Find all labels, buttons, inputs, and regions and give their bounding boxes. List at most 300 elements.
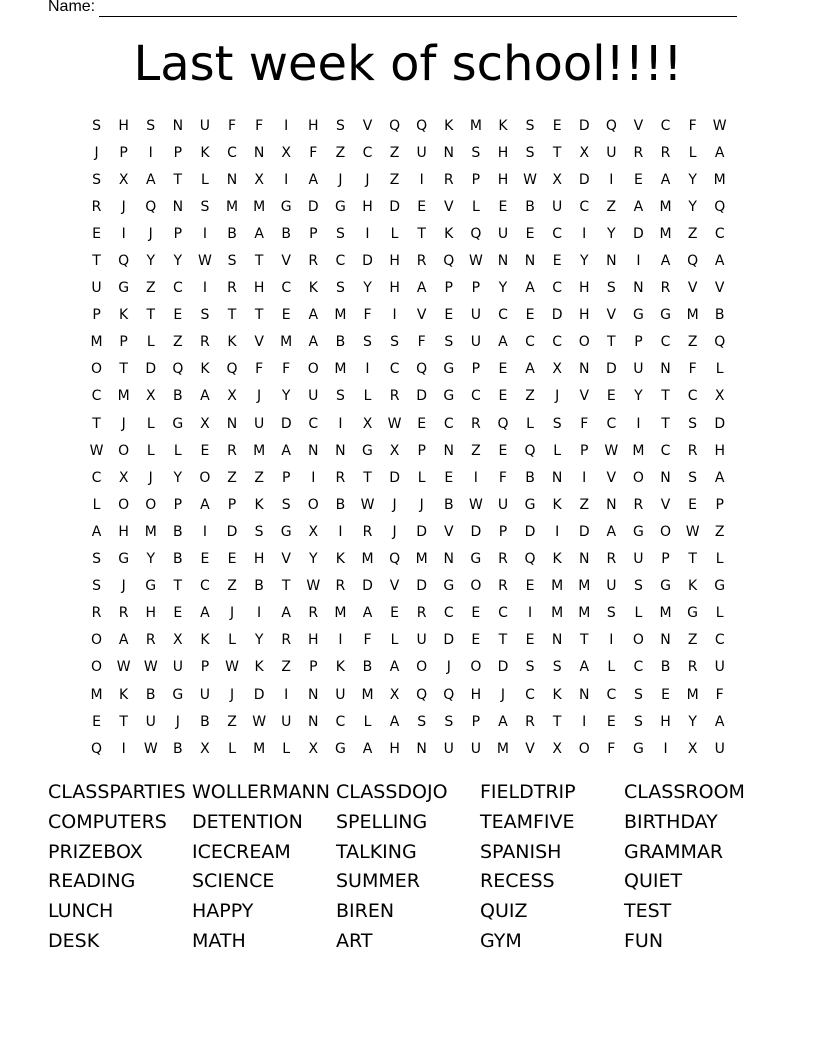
grid-letter[interactable]: Y [146, 551, 156, 568]
grid-letter[interactable]: W [360, 496, 375, 513]
grid-letter[interactable]: D [578, 171, 590, 188]
grid-letter[interactable]: O [632, 632, 644, 649]
grid-letter[interactable]: L [417, 469, 426, 486]
grid-letter[interactable]: Y [363, 280, 372, 297]
grid-letter[interactable]: G [524, 496, 536, 513]
grid-letter[interactable]: M [253, 442, 266, 459]
grid-letter[interactable]: L [146, 334, 155, 351]
grid-letter[interactable]: T [607, 334, 616, 351]
grid-letter[interactable]: B [281, 225, 291, 242]
grid-letter[interactable]: E [525, 632, 535, 649]
grid-letter[interactable]: O [632, 469, 644, 486]
grid-letter[interactable]: S [92, 551, 101, 568]
grid-letter[interactable]: T [688, 551, 697, 568]
grid-letter[interactable]: I [555, 523, 560, 540]
grid-letter[interactable]: X [200, 415, 210, 432]
grid-letter[interactable]: C [714, 225, 725, 242]
grid-letter[interactable]: G [660, 307, 671, 324]
grid-letter[interactable]: C [200, 578, 210, 595]
grid-letter[interactable]: F [255, 117, 264, 134]
grid-letter[interactable]: R [308, 605, 319, 622]
grid-letter[interactable]: H [389, 280, 400, 297]
grid-letter[interactable]: D [605, 361, 617, 378]
grid-letter[interactable]: S [688, 415, 698, 432]
grid-letter[interactable]: L [390, 225, 399, 242]
grid-letter[interactable]: U [714, 659, 725, 676]
grid-letter[interactable]: S [335, 225, 345, 242]
grid-letter[interactable]: K [200, 144, 210, 161]
grid-letter[interactable]: I [473, 469, 478, 486]
grid-letter[interactable]: E [200, 442, 210, 459]
grid-letter[interactable]: V [633, 117, 644, 134]
grid-letter[interactable]: X [254, 171, 264, 188]
grid-letter[interactable]: U [145, 713, 156, 730]
grid-letter[interactable]: L [173, 442, 182, 459]
grid-letter[interactable]: I [663, 740, 668, 757]
grid-letter[interactable]: L [471, 198, 480, 215]
grid-letter[interactable]: E [200, 551, 210, 568]
grid-letter[interactable]: R [498, 578, 508, 595]
grid-letter[interactable]: E [606, 713, 616, 730]
grid-letter[interactable]: D [416, 388, 428, 405]
grid-letter[interactable]: R [525, 713, 535, 730]
grid-letter[interactable]: S [633, 686, 643, 703]
grid-letter[interactable]: E [552, 253, 562, 270]
grid-letter[interactable]: M [361, 551, 374, 568]
grid-letter[interactable]: O [91, 632, 103, 649]
grid-letter[interactable]: Y [173, 253, 183, 270]
grid-letter[interactable]: B [173, 740, 183, 757]
grid-letter[interactable]: Y [688, 713, 697, 730]
grid-letter[interactable]: A [91, 523, 102, 540]
grid-letter[interactable]: J [121, 415, 126, 432]
grid-letter[interactable]: L [92, 496, 101, 513]
grid-letter[interactable]: R [118, 605, 129, 622]
grid-letter[interactable]: P [634, 334, 643, 351]
grid-letter[interactable]: P [444, 280, 453, 297]
grid-letter[interactable]: B [173, 551, 183, 568]
grid-letter[interactable]: K [498, 117, 508, 134]
grid-letter[interactable]: V [443, 523, 454, 540]
grid-letter[interactable]: T [363, 469, 372, 486]
grid-letter[interactable]: D [416, 523, 428, 540]
grid-letter[interactable]: P [715, 496, 724, 513]
grid-letter[interactable]: B [525, 198, 535, 215]
grid-letter[interactable]: K [200, 361, 210, 378]
grid-letter[interactable]: B [660, 659, 671, 676]
grid-letter[interactable]: S [200, 198, 210, 215]
grid-letter[interactable]: W [198, 253, 212, 270]
grid-letter[interactable]: R [416, 253, 427, 270]
grid-letter[interactable]: W [252, 713, 267, 730]
grid-letter[interactable]: K [308, 280, 318, 297]
grid-letter[interactable]: N [551, 632, 563, 649]
grid-letter[interactable]: A [200, 496, 210, 513]
grid-letter[interactable]: H [578, 307, 590, 324]
grid-letter[interactable]: X [118, 469, 129, 486]
grid-letter[interactable]: M [334, 307, 347, 324]
grid-letter[interactable]: I [419, 171, 424, 188]
grid-letter[interactable]: X [552, 740, 562, 757]
grid-letter[interactable]: A [254, 225, 264, 242]
grid-letter[interactable]: S [363, 334, 372, 351]
grid-letter[interactable]: E [498, 198, 508, 215]
grid-letter[interactable]: K [335, 659, 345, 676]
grid-letter[interactable]: F [255, 361, 264, 378]
grid-letter[interactable]: H [389, 253, 400, 270]
grid-letter[interactable]: M [334, 605, 347, 622]
grid-letter[interactable]: E [444, 307, 454, 324]
grid-letter[interactable]: M [90, 334, 103, 351]
grid-letter[interactable]: U [199, 117, 211, 134]
grid-letter[interactable]: C [389, 361, 400, 378]
grid-letter[interactable]: B [200, 713, 210, 730]
grid-letter[interactable]: V [254, 334, 264, 351]
grid-letter[interactable]: U [172, 659, 183, 676]
grid-letter[interactable]: A [606, 523, 617, 540]
grid-letter[interactable]: I [257, 605, 262, 622]
grid-letter[interactable]: W [604, 442, 619, 459]
grid-letter[interactable]: G [118, 280, 130, 297]
grid-letter[interactable]: Y [579, 253, 589, 270]
grid-letter[interactable]: S [92, 171, 101, 188]
grid-letter[interactable]: V [443, 198, 454, 215]
grid-letter[interactable]: B [362, 659, 373, 676]
grid-letter[interactable]: R [633, 496, 644, 513]
grid-letter[interactable]: C [498, 307, 508, 324]
grid-letter[interactable]: O [118, 442, 130, 459]
grid-letter[interactable]: V [606, 469, 617, 486]
grid-letter[interactable]: H [145, 605, 156, 622]
grid-letter[interactable]: R [227, 442, 237, 459]
grid-letter[interactable]: J [175, 713, 180, 730]
grid-letter[interactable]: S [200, 307, 210, 324]
grid-letter[interactable]: L [146, 442, 155, 459]
grid-letter[interactable]: L [390, 632, 399, 649]
grid-letter[interactable]: O [578, 334, 590, 351]
grid-letter[interactable]: V [714, 280, 725, 297]
grid-letter[interactable]: B [254, 578, 264, 595]
grid-letter[interactable]: P [173, 225, 183, 242]
grid-letter[interactable]: A [389, 659, 400, 676]
grid-letter[interactable]: L [526, 415, 534, 432]
grid-letter[interactable]: P [471, 280, 481, 297]
grid-letter[interactable]: M [551, 578, 564, 595]
grid-letter[interactable]: E [606, 388, 616, 405]
grid-letter[interactable]: C [687, 388, 698, 405]
grid-letter[interactable]: G [443, 361, 455, 378]
grid-letter[interactable]: X [389, 686, 400, 703]
grid-letter[interactable]: U [281, 713, 292, 730]
grid-letter[interactable]: P [471, 171, 481, 188]
grid-letter[interactable]: C [281, 280, 292, 297]
grid-letter[interactable]: A [281, 605, 291, 622]
grid-letter[interactable]: K [444, 117, 454, 134]
grid-letter[interactable]: G [470, 551, 482, 568]
grid-letter[interactable]: U [91, 280, 102, 297]
grid-letter[interactable]: S [335, 280, 345, 297]
grid-letter[interactable]: E [498, 442, 508, 459]
grid-letter[interactable]: Y [309, 551, 318, 568]
grid-letter[interactable]: C [660, 117, 671, 134]
grid-letter[interactable]: G [334, 740, 346, 757]
grid-letter[interactable]: B [173, 388, 183, 405]
grid-letter[interactable]: L [363, 713, 372, 730]
grid-letter[interactable]: W [468, 496, 483, 513]
grid-letter[interactable]: F [607, 740, 616, 757]
grid-letter[interactable]: Q [470, 225, 482, 242]
grid-letter[interactable]: S [471, 144, 481, 161]
grid-letter[interactable]: S [335, 117, 345, 134]
grid-letter[interactable]: X [227, 388, 237, 405]
grid-letter[interactable]: Z [281, 659, 291, 676]
grid-letter[interactable]: W [143, 740, 158, 757]
grid-letter[interactable]: A [633, 198, 644, 215]
grid-letter[interactable]: R [91, 605, 102, 622]
grid-letter[interactable]: R [335, 578, 346, 595]
grid-letter[interactable]: Q [605, 117, 617, 134]
grid-letter[interactable]: J [500, 686, 506, 703]
grid-letter[interactable]: A [362, 740, 373, 757]
name-underline[interactable] [99, 2, 737, 17]
grid-letter[interactable]: A [416, 280, 427, 297]
grid-letter[interactable]: K [254, 496, 264, 513]
grid-letter[interactable]: X [281, 144, 291, 161]
grid-letter[interactable]: C [443, 415, 454, 432]
grid-letter[interactable]: D [578, 117, 590, 134]
grid-letter[interactable]: I [338, 523, 343, 540]
grid-letter[interactable]: L [228, 632, 236, 649]
grid-letter[interactable]: S [281, 496, 291, 513]
grid-letter[interactable]: A [498, 334, 508, 351]
grid-letter[interactable]: U [552, 198, 563, 215]
grid-letter[interactable]: G [632, 523, 644, 540]
grid-letter[interactable]: U [470, 334, 481, 351]
grid-letter[interactable]: V [281, 253, 291, 270]
grid-letter[interactable]: N [551, 469, 563, 486]
grid-letter[interactable]: E [227, 551, 237, 568]
grid-letter[interactable]: B [335, 496, 346, 513]
grid-letter[interactable]: P [471, 361, 481, 378]
grid-letter[interactable]: I [582, 225, 587, 242]
grid-letter[interactable]: C [606, 415, 617, 432]
grid-letter[interactable]: D [578, 523, 590, 540]
grid-letter[interactable]: H [470, 686, 482, 703]
grid-letter[interactable]: G [334, 198, 346, 215]
grid-letter[interactable]: H [660, 713, 671, 730]
grid-letter[interactable]: W [225, 659, 239, 676]
grid-letter[interactable]: J [419, 496, 424, 513]
grid-letter[interactable]: L [201, 171, 209, 188]
grid-letter[interactable]: T [254, 307, 264, 324]
grid-letter[interactable]: C [552, 280, 563, 297]
grid-letter[interactable]: Q [118, 253, 130, 270]
grid-letter[interactable]: A [660, 253, 671, 270]
grid-letter[interactable]: F [309, 144, 318, 161]
grid-letter[interactable]: E [471, 605, 481, 622]
grid-letter[interactable]: D [551, 307, 563, 324]
grid-letter[interactable]: A [525, 361, 535, 378]
grid-letter[interactable]: R [281, 632, 292, 649]
grid-letter[interactable]: O [578, 740, 590, 757]
grid-letter[interactable]: K [552, 686, 562, 703]
grid-letter[interactable]: F [498, 469, 507, 486]
grid-letter[interactable]: Z [145, 280, 156, 297]
grid-letter[interactable]: P [580, 442, 589, 459]
grid-letter[interactable]: R [389, 388, 400, 405]
grid-letter[interactable]: H [253, 280, 265, 297]
grid-letter[interactable]: S [92, 117, 101, 134]
grid-letter[interactable]: Y [688, 198, 697, 215]
grid-letter[interactable]: P [309, 225, 318, 242]
grid-letter[interactable]: U [335, 686, 346, 703]
grid-letter[interactable]: O [199, 469, 211, 486]
grid-letter[interactable]: I [121, 225, 126, 242]
grid-letter[interactable]: N [253, 144, 265, 161]
grid-letter[interactable]: L [715, 551, 724, 568]
grid-letter[interactable]: D [362, 578, 373, 595]
grid-letter[interactable]: N [416, 740, 427, 757]
grid-letter[interactable]: Y [498, 280, 508, 297]
grid-letter[interactable]: T [254, 253, 264, 270]
grid-letter[interactable]: N [308, 442, 319, 459]
grid-letter[interactable]: H [118, 523, 129, 540]
grid-letter[interactable]: Z [227, 578, 237, 595]
grid-letter[interactable]: S [552, 415, 562, 432]
grid-letter[interactable]: G [443, 578, 455, 595]
grid-letter[interactable]: M [90, 686, 103, 703]
grid-letter[interactable]: M [415, 551, 428, 568]
grid-letter[interactable]: Z [389, 171, 400, 188]
grid-letter[interactable]: L [715, 605, 724, 622]
grid-letter[interactable]: U [606, 144, 617, 161]
grid-letter[interactable]: C [335, 713, 346, 730]
grid-letter[interactable]: C [362, 144, 373, 161]
grid-letter[interactable]: P [200, 659, 210, 676]
grid-letter[interactable]: Q [172, 361, 184, 378]
grid-letter[interactable]: Q [687, 253, 699, 270]
grid-letter[interactable]: I [582, 469, 587, 486]
grid-letter[interactable]: G [714, 578, 726, 595]
grid-letter[interactable]: L [146, 415, 155, 432]
grid-letter[interactable]: I [392, 307, 397, 324]
grid-letter[interactable]: I [365, 225, 370, 242]
grid-letter[interactable]: D [443, 632, 455, 649]
grid-letter[interactable]: I [338, 415, 343, 432]
grid-letter[interactable]: M [144, 523, 157, 540]
grid-letter[interactable]: A [714, 469, 725, 486]
grid-letter[interactable]: Q [443, 253, 455, 270]
grid-letter[interactable]: D [389, 469, 400, 486]
grid-letter[interactable]: C [606, 686, 617, 703]
grid-letter[interactable]: P [417, 442, 426, 459]
grid-letter[interactable]: R [227, 280, 237, 297]
grid-letter[interactable]: L [363, 388, 372, 405]
grid-letter[interactable]: M [117, 388, 130, 405]
grid-letter[interactable]: J [121, 198, 126, 215]
grid-letter[interactable]: Z [579, 496, 590, 513]
grid-letter[interactable]: M [578, 605, 591, 622]
grid-letter[interactable]: E [688, 496, 698, 513]
grid-letter[interactable]: E [173, 307, 183, 324]
grid-letter[interactable]: H [253, 551, 265, 568]
grid-letter[interactable]: A [308, 334, 319, 351]
grid-letter[interactable]: C [660, 334, 671, 351]
grid-letter[interactable]: R [416, 605, 427, 622]
grid-letter[interactable]: B [145, 686, 156, 703]
grid-letter[interactable]: D [470, 523, 482, 540]
grid-letter[interactable]: K [552, 551, 562, 568]
grid-letter[interactable]: I [202, 280, 207, 297]
grid-letter[interactable]: J [338, 171, 343, 188]
grid-letter[interactable]: N [524, 253, 536, 270]
grid-letter[interactable]: I [582, 713, 587, 730]
grid-letter[interactable]: R [660, 280, 671, 297]
grid-letter[interactable]: E [661, 686, 670, 703]
grid-letter[interactable]: Z [389, 144, 400, 161]
grid-letter[interactable]: S [552, 659, 562, 676]
grid-letter[interactable]: B [443, 496, 454, 513]
grid-letter[interactable]: T [119, 361, 128, 378]
grid-letter[interactable]: P [92, 307, 101, 324]
grid-letter[interactable]: Z [687, 225, 698, 242]
grid-letter[interactable]: R [498, 551, 508, 568]
grid-letter[interactable]: R [335, 469, 346, 486]
grid-letter[interactable]: W [143, 659, 158, 676]
grid-letter[interactable]: K [552, 496, 562, 513]
grid-letter[interactable]: K [335, 551, 345, 568]
grid-letter[interactable]: F [688, 117, 697, 134]
grid-letter[interactable]: N [335, 442, 346, 459]
grid-letter[interactable]: I [284, 686, 289, 703]
grid-letter[interactable]: I [636, 415, 641, 432]
grid-letter[interactable]: K [119, 307, 129, 324]
grid-letter[interactable]: D [362, 253, 373, 270]
grid-letter[interactable]: U [497, 496, 509, 513]
grid-letter[interactable]: Q [389, 551, 401, 568]
grid-letter[interactable]: E [525, 578, 535, 595]
grid-letter[interactable]: M [659, 605, 672, 622]
grid-letter[interactable]: Y [254, 632, 264, 649]
grid-letter[interactable]: O [470, 578, 482, 595]
grid-letter[interactable]: Z [227, 469, 237, 486]
grid-letter[interactable]: E [417, 198, 427, 215]
grid-letter[interactable]: Z [525, 388, 535, 405]
grid-letter[interactable]: F [688, 361, 697, 378]
grid-letter[interactable]: Z [254, 469, 264, 486]
grid-letter[interactable]: T [661, 388, 670, 405]
grid-letter[interactable]: U [497, 225, 509, 242]
grid-letter[interactable]: P [173, 144, 183, 161]
grid-letter[interactable]: I [338, 632, 343, 649]
grid-letter[interactable]: T [146, 307, 156, 324]
grid-letter[interactable]: M [551, 605, 564, 622]
grid-letter[interactable]: N [172, 117, 184, 134]
grid-letter[interactable]: T [661, 415, 670, 432]
grid-letter[interactable]: N [660, 632, 671, 649]
grid-letter[interactable]: G [687, 605, 699, 622]
grid-letter[interactable]: B [173, 523, 183, 540]
grid-letter[interactable]: F [363, 307, 372, 324]
grid-letter[interactable]: O [145, 496, 157, 513]
grid-letter[interactable]: T [417, 225, 426, 242]
grid-letter[interactable]: V [525, 740, 535, 757]
grid-letter[interactable]: E [92, 225, 101, 242]
grid-letter[interactable]: S [92, 578, 101, 595]
grid-letter[interactable]: E [498, 361, 508, 378]
grid-letter[interactable]: E [633, 171, 643, 188]
grid-letter[interactable]: Q [389, 117, 401, 134]
